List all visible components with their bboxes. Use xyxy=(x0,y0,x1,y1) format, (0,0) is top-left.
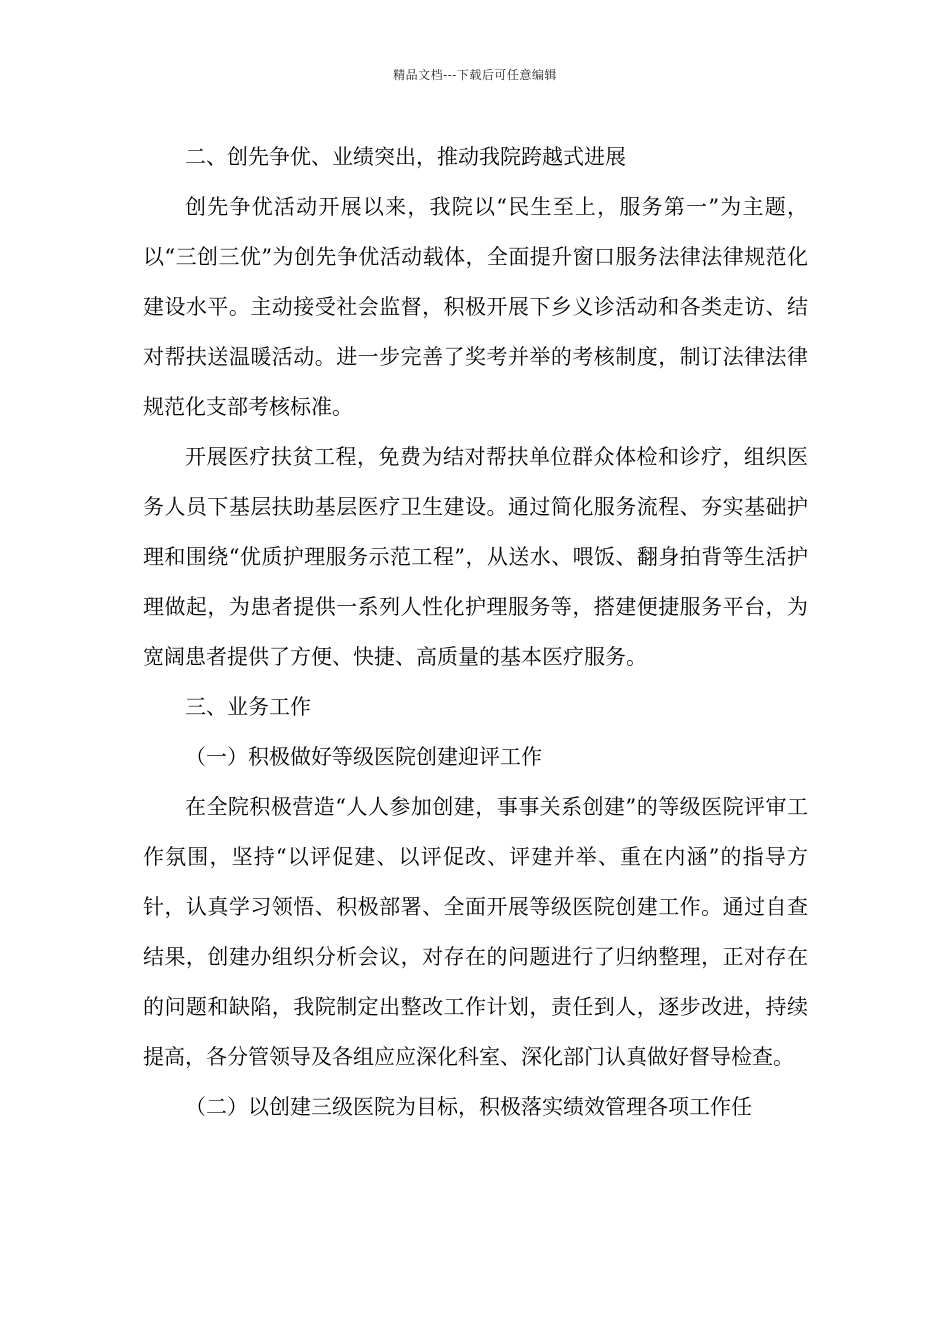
section-heading-3: 三、业务工作 xyxy=(185,695,311,719)
paragraph-2: 开展医疗扶贫工程，免费为结对帮扶单位群众体检和诊疗，组织医务人员下基层扶助基层医疗卫生建设。通过简化服务流程、夯实基础护理和围绕“优质护理服务示范工程”，从送水、喂饭、翻身拍背等生活护理做起，为患者提供一系列人性化护理服务等，搭建便捷服务平台，为宽阔患者提供了方便、快捷、高质量的基本医疗服务。 xyxy=(143,445,808,669)
page-header: 精品文档---下载后可任意编辑 xyxy=(393,68,557,82)
paragraph-1: 创先争优活动开展以来，我院以“民生至上，服务第一”为主题，以“三创三优”为创先争优活动载体，全面提升窗口服务法律法律规范化建设水平。主动接受社会监督，积极开展下乡义诊活动和各类走访、结对帮扶送温暖活动。进一步完善了奖考并举的考核制度，制订法律法律规范化支部考核标准。 xyxy=(143,195,808,419)
paragraph-3: 在全院积极营造“人人参加创建，事事关系创建”的等级医院评审工作氛围，坚持“以评促建、以评促改、评建并举、重在内涵”的指导方针，认真学习领悟、积极部署、全面开展等级医院创建工作。通过自查结果，创建办组织分析会议，对存在的问题进行了归纳整理，正对存在的问题和缺陷，我院制定出整改工作计划，责任到人，逐步改进，持续提高，各分管领导及各组应应深化科室、深化部门认真做好督导检查。 xyxy=(143,795,808,1069)
section-heading-2: 二、创先争优、业绩突出，推动我院跨越式进展 xyxy=(185,145,626,169)
document-body xyxy=(143,132,808,1132)
subsection-heading-1: （一）积极做好等级医院创建迎评工作 xyxy=(185,745,542,769)
subsection-heading-2: （二）以创建三级医院为目标，积极落实绩效管理各项工作任 xyxy=(185,1095,752,1119)
